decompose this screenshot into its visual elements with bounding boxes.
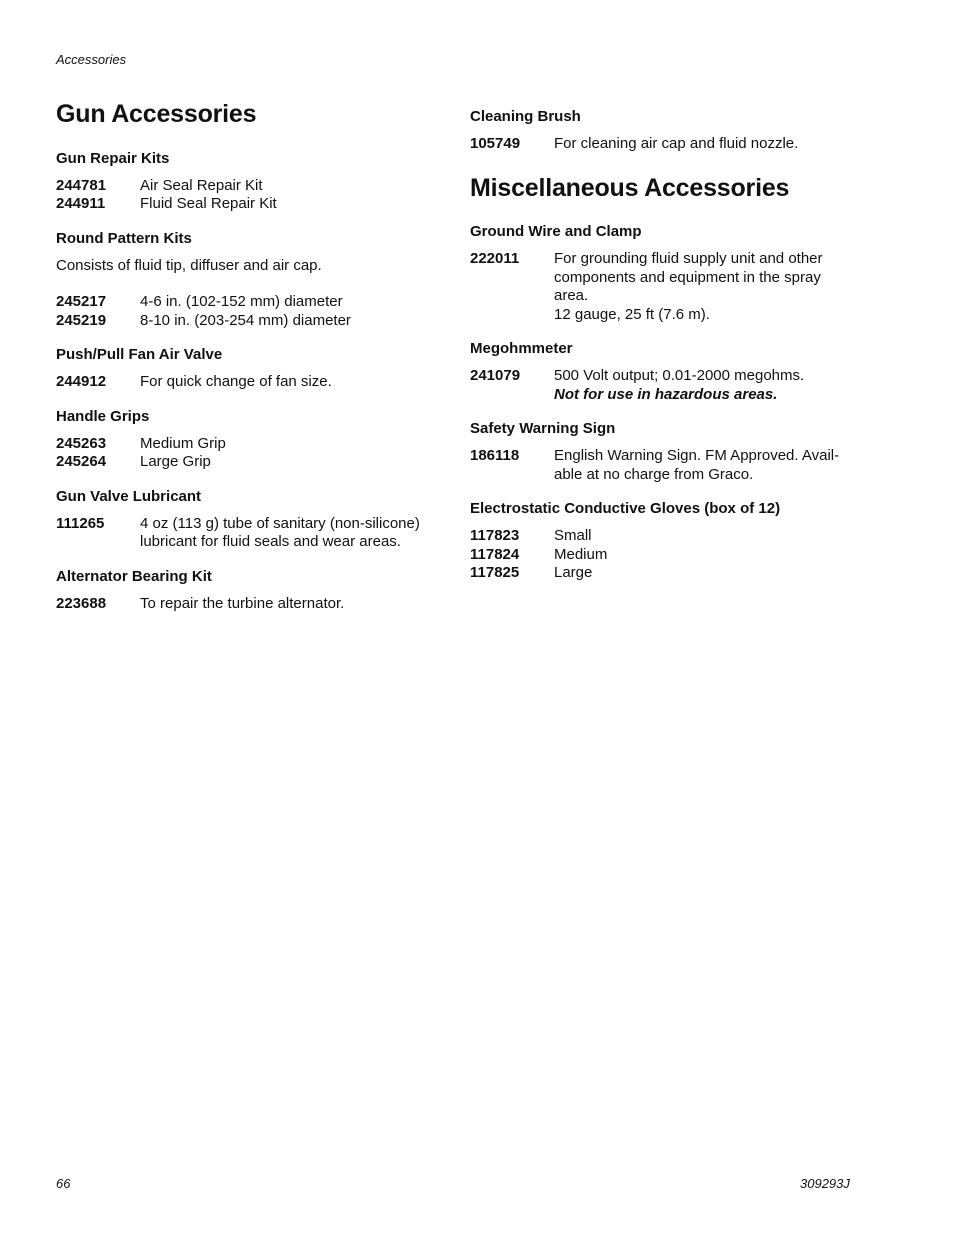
miscellaneous-accessories-title: Miscellaneous Accessories — [470, 173, 790, 202]
list-item — [56, 595, 446, 614]
part-description: Large — [554, 564, 593, 582]
gun-valve-lubricant-section — [56, 488, 446, 552]
list-item — [56, 293, 446, 312]
part-description: Air Seal Repair Kit — [140, 176, 263, 194]
list-item — [470, 546, 870, 565]
list-item — [470, 367, 870, 404]
list-item — [56, 515, 446, 552]
description-line: English Warning Sign. FM Approved. Avail- — [554, 447, 840, 465]
cleaning-brush-section — [470, 108, 870, 154]
section-heading: Handle Grips — [56, 407, 150, 425]
part-number: 117824 — [470, 545, 520, 563]
part-description: For quick change of fan size. — [140, 373, 332, 391]
part-description: Large Grip — [140, 453, 211, 471]
part-description — [554, 447, 870, 484]
list-item — [56, 435, 446, 454]
running-header: Accessories — [56, 52, 127, 67]
part-number: 222011 — [470, 250, 520, 268]
section-heading: Megohmmeter — [470, 340, 573, 358]
description-line: components and equipment in the spray — [554, 268, 821, 286]
section-heading: Safety Warning Sign — [470, 420, 616, 438]
list-item — [470, 135, 870, 154]
list-item — [56, 453, 446, 472]
page-number: 66 — [56, 1176, 71, 1191]
part-description: 8-10 in. (203-254 mm) diameter — [140, 311, 351, 329]
conductive-gloves-section — [470, 500, 870, 583]
document-number: 309293J — [800, 1176, 850, 1191]
description-line: able at no charge from Graco. — [554, 465, 754, 483]
megohmmeter-section — [470, 340, 870, 404]
gun-accessories-title: Gun Accessories — [56, 100, 257, 128]
part-description: Medium — [554, 545, 608, 563]
description-line: For grounding fluid supply unit and other — [554, 250, 823, 268]
right-column — [470, 108, 870, 599]
part-description: Fluid Seal Repair Kit — [140, 195, 277, 213]
part-number: 117825 — [470, 564, 520, 582]
list-item — [56, 177, 446, 196]
part-number: 244911 — [56, 195, 106, 213]
round-pattern-kits-section — [56, 230, 446, 331]
section-heading: Round Pattern Kits — [56, 229, 192, 247]
section-heading: Cleaning Brush — [470, 108, 581, 125]
gun-repair-kits-section — [56, 150, 446, 214]
list-item — [470, 250, 870, 324]
list-item — [56, 373, 446, 392]
handle-grips-section — [56, 408, 446, 472]
part-description: For cleaning air cap and fluid nozzle. — [554, 135, 799, 152]
left-column — [56, 100, 446, 629]
section-intro: Consists of fluid tip, diffuser and air cap. — [56, 256, 322, 274]
part-description: To repair the turbine alternator. — [140, 594, 345, 612]
section-heading: Electrostatic Conductive Gloves (box of 12) — [470, 500, 781, 518]
part-description: 4-6 in. (102-152 mm) diameter — [140, 293, 343, 311]
part-number: 244912 — [56, 373, 107, 391]
part-description — [554, 367, 870, 404]
part-number: 117823 — [470, 527, 520, 545]
part-number: 111265 — [56, 514, 105, 532]
ground-wire-section — [470, 223, 870, 324]
list-item — [470, 564, 870, 583]
list-item — [470, 447, 870, 484]
section-heading: Alternator Bearing Kit — [56, 567, 212, 585]
hazard-note: Not for use in hazardous areas. — [554, 385, 778, 403]
part-description: 4 oz (113 g) tube of sanitary (non-silicone) lubricant for fluid seals and wear areas. — [140, 514, 420, 551]
list-item — [470, 527, 870, 546]
part-number: 223688 — [56, 594, 107, 612]
description-line: 12 gauge, 25 ft (7.6 m). — [554, 305, 710, 323]
description-line: area. — [554, 287, 589, 305]
part-number: 245263 — [56, 434, 107, 452]
safety-warning-sign-section — [470, 420, 870, 484]
section-heading: Ground Wire and Clamp — [470, 223, 642, 241]
fan-air-valve-section — [56, 346, 446, 392]
part-number: 186118 — [470, 447, 520, 465]
list-item — [56, 195, 446, 214]
section-heading: Gun Valve Lubricant — [56, 487, 202, 505]
part-description: Medium Grip — [140, 434, 226, 452]
alternator-bearing-kit-section — [56, 568, 446, 614]
part-description: Small — [554, 527, 592, 545]
list-item — [56, 312, 446, 331]
part-number: 245217 — [56, 293, 107, 311]
part-number: 105749 — [470, 135, 521, 152]
section-heading: Gun Repair Kits — [56, 149, 170, 167]
part-number: 244781 — [56, 176, 107, 194]
part-number: 245264 — [56, 453, 107, 471]
part-number: 245219 — [56, 311, 107, 329]
description-line: 500 Volt output; 0.01-2000 megohms. — [554, 367, 805, 385]
part-description — [554, 250, 870, 324]
section-heading: Push/Pull Fan Air Valve — [56, 346, 223, 364]
part-number: 241079 — [470, 367, 521, 385]
